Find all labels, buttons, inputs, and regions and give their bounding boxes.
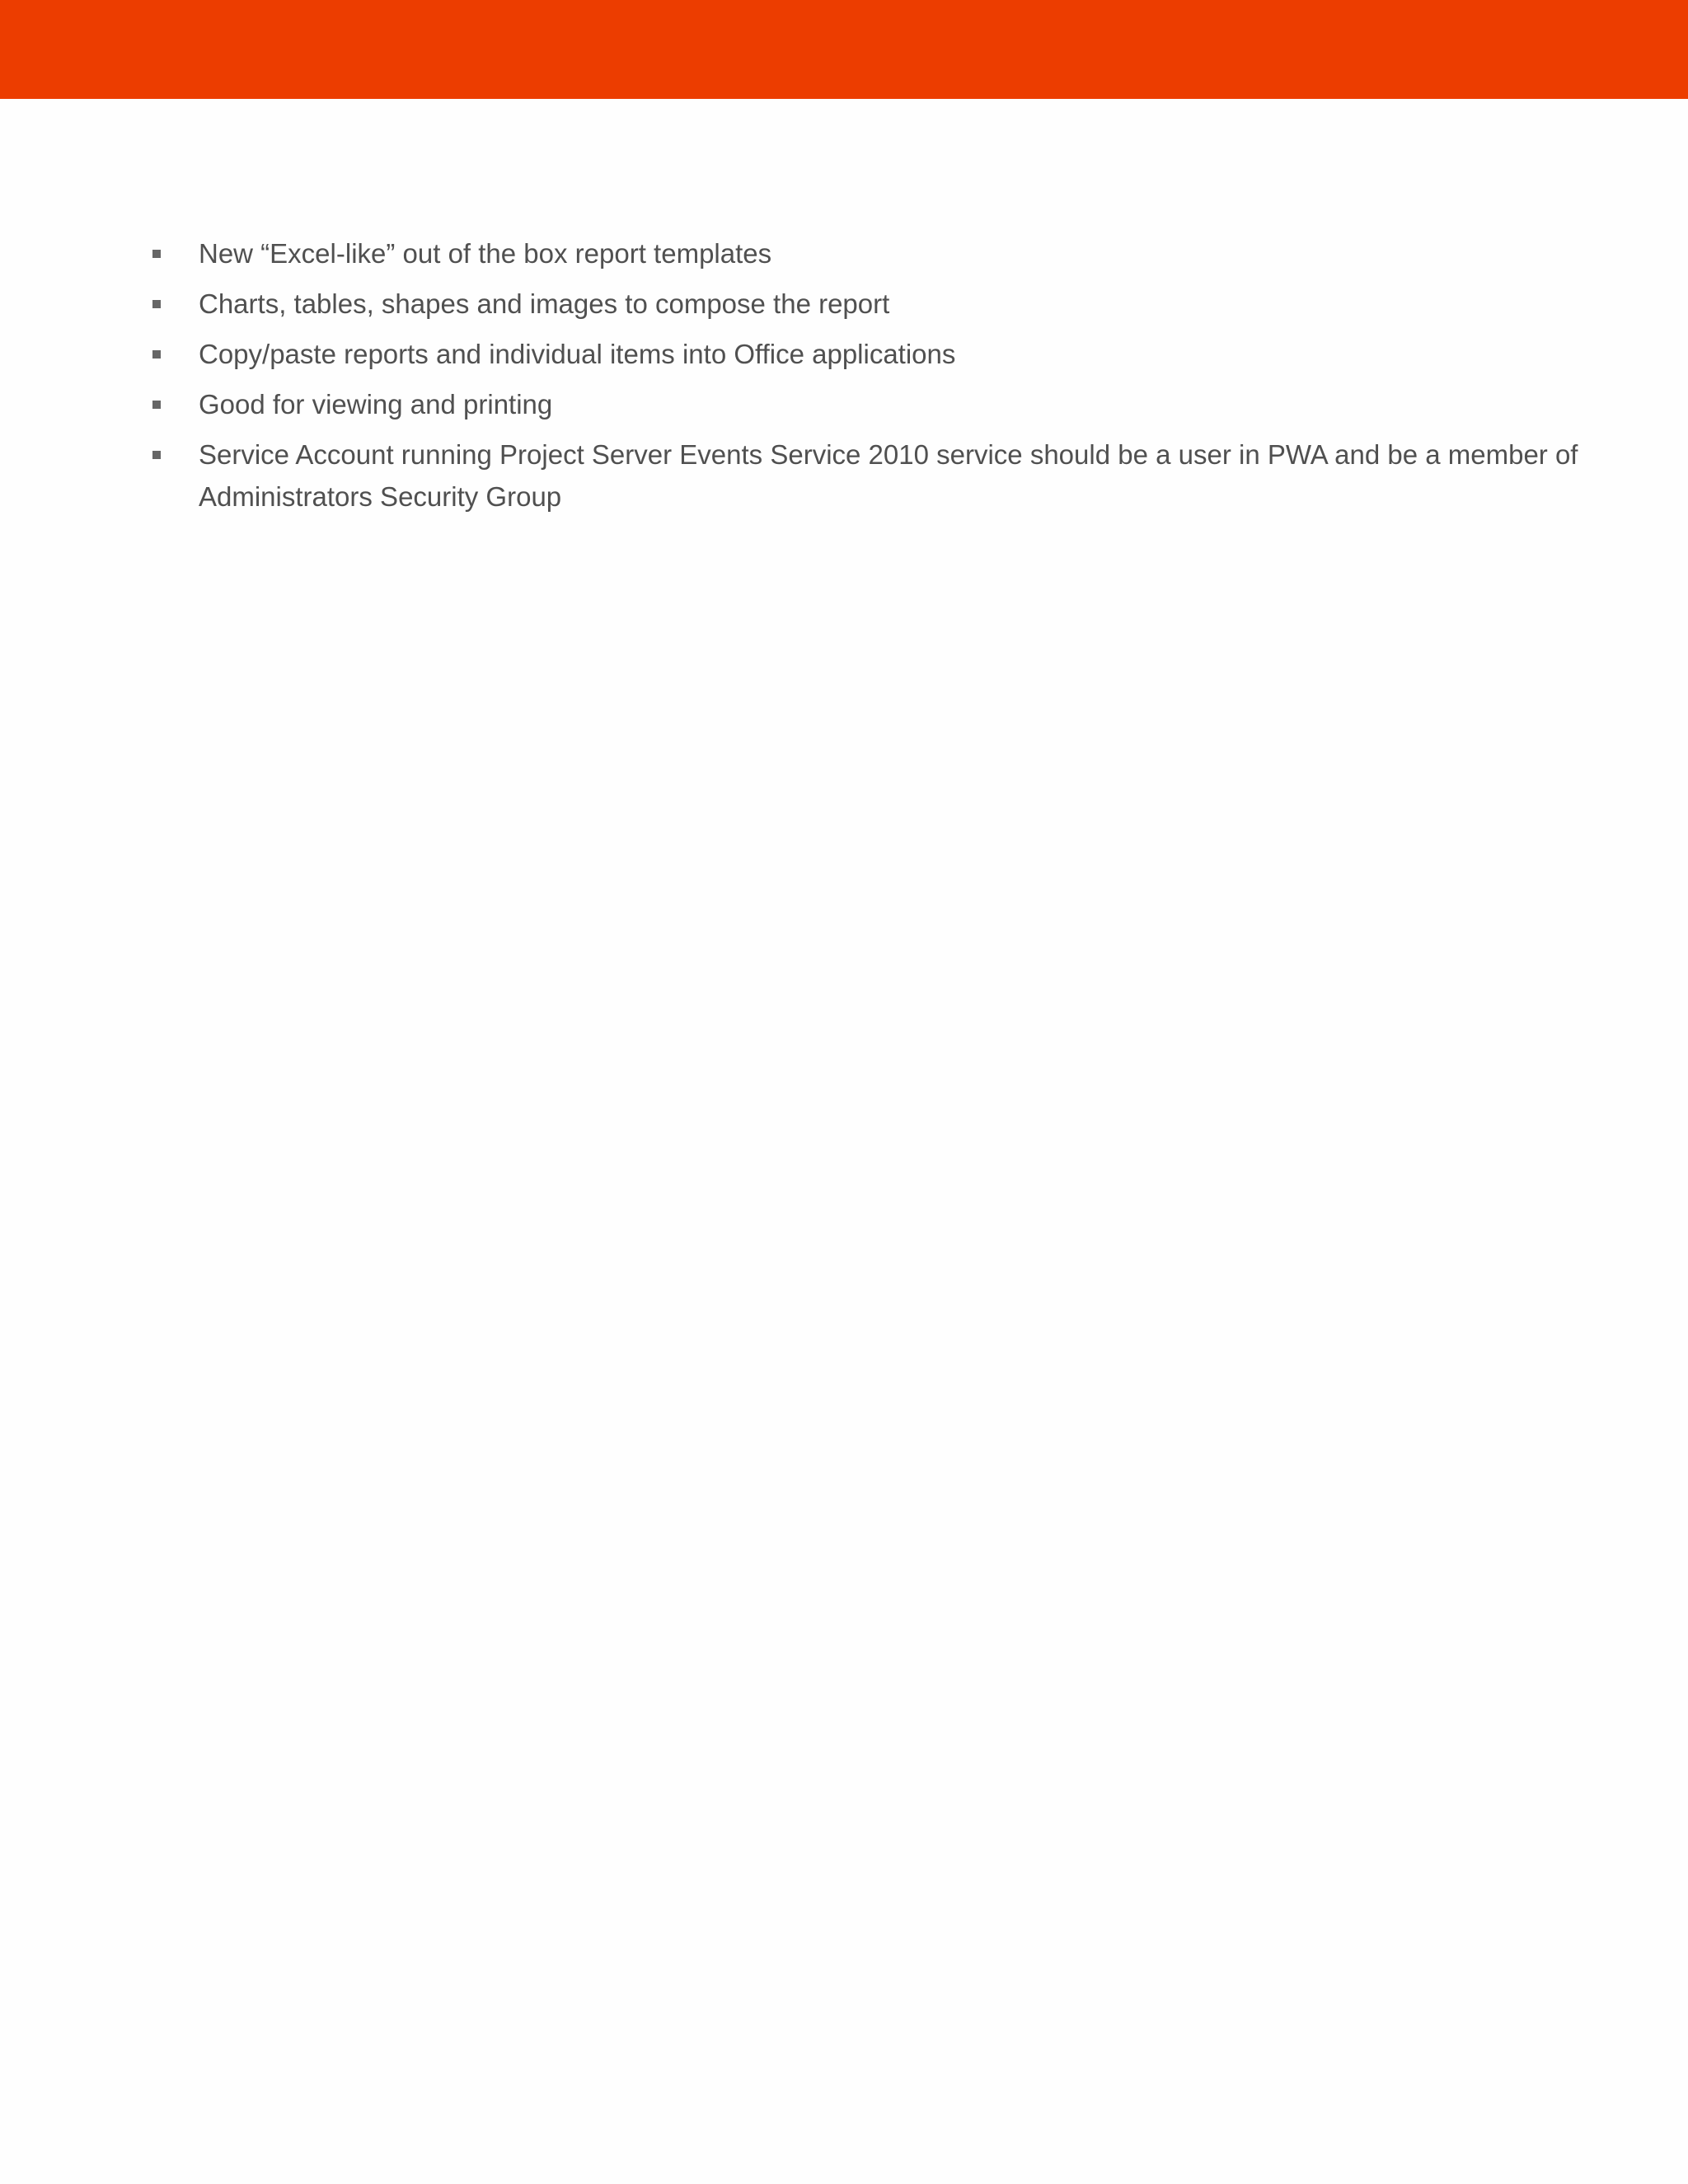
bullet-item-1 [0, 232, 1688, 274]
bullet-item-3 [0, 333, 1688, 375]
bullet-text-1: New “Excel-like” out of the box report templates [199, 238, 772, 269]
bullet-text-2: Charts, tables, shapes and images to compose the report [199, 288, 890, 319]
square-bullet-icon [152, 350, 161, 359]
square-bullet-icon [152, 451, 161, 459]
bullet-text-5: Service Account running Project Server Events Service 2010 service should be a user in PWA and be a member of Administrators Security Group [199, 439, 1578, 512]
bullet-item-4 [0, 383, 1688, 425]
bullet-item-5 [0, 434, 1688, 518]
square-bullet-icon [152, 250, 161, 258]
square-bullet-icon [152, 300, 161, 308]
header-band [0, 0, 1688, 99]
square-bullet-icon [152, 401, 161, 409]
bullet-text-3: Copy/paste reports and individual items into Office applications [199, 339, 956, 369]
bullet-list [0, 232, 1688, 526]
bullet-text-4: Good for viewing and printing [199, 389, 553, 419]
bullet-item-2 [0, 283, 1688, 325]
